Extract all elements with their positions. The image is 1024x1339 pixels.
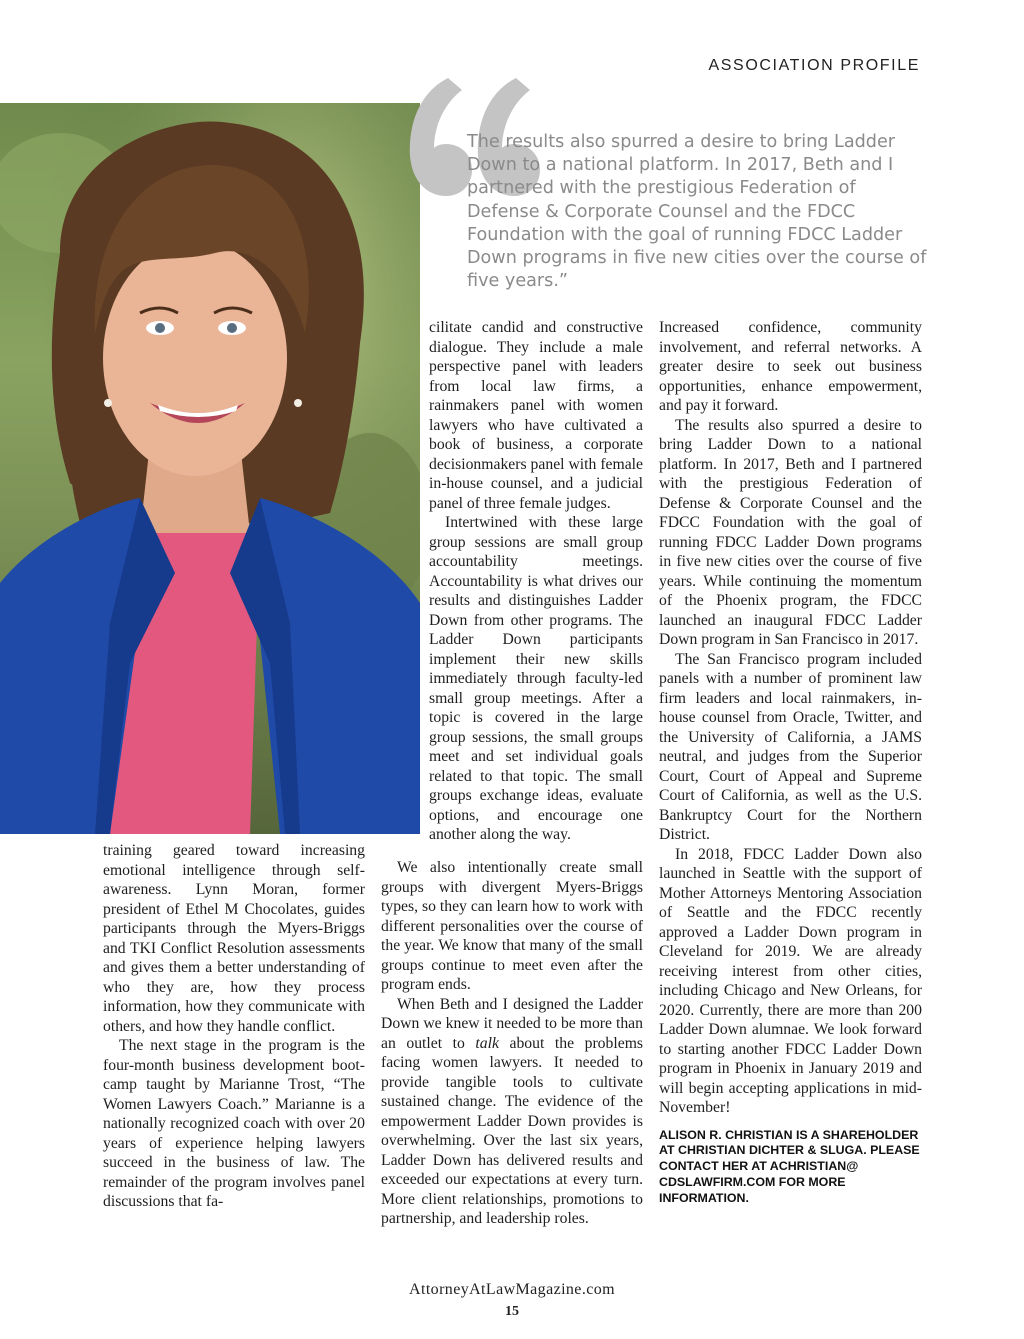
paragraph: In 2018, FDCC Ladder Down also launched in Seattle with the support of Mother Attorneys Mentoring Association of Seattle and the FDCC recently approved a Ladder Down program in Cleveland for 2019. We are already receiving interest from other cities, including Chicago and New Orleans, for 2020. Currently, there are more than 200 Ladder Down alumnae. We look forward to starting another FDCC Ladder Down program in Phoenix in January 2019 and will begin accepting applications in mid-November! <box>659 845 922 1116</box>
portrait-photo <box>0 103 420 834</box>
page-number: 15 <box>505 1304 519 1319</box>
article-column-1 <box>103 841 365 1212</box>
paragraph: training geared toward increasing emotional intelligence through self-awareness. Lynn Moran, former president of Ethel M Chocolates, guides participants through the Myers-Briggs and TKI Conflict Resolution assessments and gives them a better understanding of who they are, how they process information, how they communicate with others, and how they handle conflict. <box>103 842 365 1035</box>
paragraph: Increased confidence, community involvement, and referral networks. A greater desire to seek out business opportunities, enhance empowerment, and pay it forward. <box>659 319 922 414</box>
section-label: ASSOCIATION PROFILE <box>708 57 920 74</box>
article-column-2-bottom <box>381 858 643 1229</box>
footer-website: AttorneyAtLawMagazine.com <box>409 1281 615 1298</box>
paragraph <box>381 995 643 1229</box>
paragraph: We also intentionally create small groups with divergent Myers-Briggs types, so they can learn how to work with different personalities over the course of the year. We know that many of the small groups continue to meet even after the program ends. <box>381 859 643 993</box>
paragraph: cilitate candid and constructive dialogue. They include a male perspective panel with leaders from local law firms, a rainmakers panel with women lawyers who have cultivated a book of business, a corporate decisionmakers panel with female in-house counsel, and a judicial panel of three female judges. <box>429 319 643 512</box>
paragraph: Intertwined with these large group sessions are small group accountability meetings. Accountability is what drives our results and distinguishes Ladder Down from other programs. The Ladder Down participants implement their new skills immediately through faculty-led small group meetings. After a topic is covered in the large group sessions, the small groups meet and set individual goals related to that topic. The small groups exchange ideas, evaluate options, and encourage one another along the way. <box>429 514 643 843</box>
paragraph: The next stage in the program is the four-month business development boot-camp taught by Marianne Trost, “The Women Lawyers Coach.” Marianne is a nationally recognized coach with over 20 years of experience helping lawyers succeed in the business of law. The remainder of the program involves panel discussions that fa- <box>103 1037 365 1210</box>
pull-quote: The results also spurred a desire to bring Ladder Down to a national platform. In 2017, Beth and I partnered with the prestigious Federation of Defense & Corporate Counsel and the FDCC Foundation with the goal of running FDCC Ladder Down programs in five new cities over the course of five years.” <box>467 132 927 292</box>
emphasis-text: talk <box>475 1034 499 1052</box>
article-column-2-top <box>429 318 643 845</box>
article-column-3 <box>659 318 922 1206</box>
paragraph-text: about the problems facing women lawyers. It needed to provide tangible tools to cultivate sustained change. The evidence of the empowerment Ladder Down provides is overwhelming. Over the last six years, Ladder Down has delivered results and exceeded our expectations at every turn. More client relationships, promotions to partnership, and leadership roles. <box>381 1034 643 1227</box>
paragraph-text: When Beth and I designed the Ladder Down we knew it needed to be more than an outlet to <box>381 995 643 1052</box>
paragraph: The results also spurred a desire to bring Ladder Down to a national platform. In 2017, Beth and I partnered with the prestigious Federation of Defense & Corporate Counsel and the FDCC Foundation with the goal of running FDCC Ladder Down programs in five new cities over the course of five years. While continuing the momentum of the Phoenix program, the FDCC launched an inaugural FDCC Ladder Down program in San Francisco in 2017. <box>659 416 922 648</box>
paragraph: The San Francisco program included panels with a number of prominent law firm leaders and local rainmakers, in-house counsel from Oracle, Twitter, and the University of California, a JAMS neutral, and judges from the Superior Court, Court of Appeal and Supreme Court of California, as well as the U.S. Bankruptcy Court for the Northern District. <box>659 650 922 843</box>
author-bio: ALISON R. CHRISTIAN IS A SHAREHOLDER AT CHRISTIAN DICHTER & SLUGA. PLEASE CONTACT HER AT ACHRISTIAN@ CDSLAWFIRM.COM FOR MORE INFORMATION. <box>659 1127 920 1205</box>
